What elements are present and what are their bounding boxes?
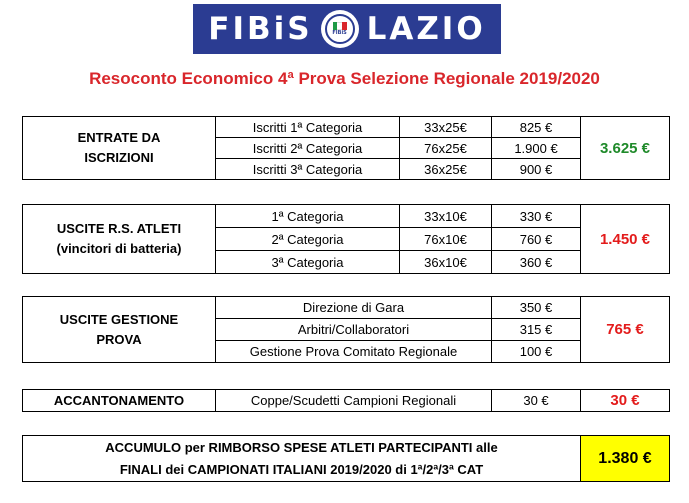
- accantonamento-amount: 30 €: [492, 390, 581, 412]
- uscite-atleti-label: [23, 205, 216, 274]
- row-desc: Iscritti 3ª Categoria: [216, 159, 400, 180]
- row-amount: 360 €: [492, 251, 581, 274]
- entrate-label-line2: ISCRIZIONI: [84, 150, 154, 165]
- accantonamento-table: [22, 389, 670, 412]
- row-calc: 76x10€: [400, 228, 492, 251]
- row-desc: 1ª Categoria: [216, 205, 400, 228]
- table-row: [23, 297, 670, 319]
- page-title: Resoconto Economico 4ª Prova Selezione Regionale 2019/2020: [89, 69, 600, 88]
- row-calc: 36x25€: [400, 159, 492, 180]
- table-row: [23, 390, 670, 412]
- logo-text-left: FIBiS: [208, 11, 313, 47]
- accantonamento-desc: Coppe/Scudetti Campioni Regionali: [216, 390, 492, 412]
- accumulo-line1: ACCUMULO per RIMBORSO SPESE ATLETI PARTECIPANTI alle: [105, 439, 498, 455]
- table-row: [23, 117, 670, 138]
- logo-text-right: LAZIO: [366, 11, 486, 47]
- row-desc: 2ª Categoria: [216, 228, 400, 251]
- entrate-table: [22, 116, 670, 180]
- fibis-lazio-logo: [193, 4, 501, 54]
- entrate-label-line1: ENTRATE DA: [77, 130, 161, 145]
- row-amount: 315 €: [492, 319, 581, 341]
- uscite-atleti-label-line2: (vincitori di batteria): [56, 241, 182, 256]
- emblem-ring: [325, 14, 355, 44]
- entrate-total: 3.625 €: [581, 117, 670, 180]
- row-desc: Arbitri/Collaboratori: [216, 319, 492, 341]
- uscite-gestione-table: [22, 296, 670, 363]
- row-amount: 825 €: [492, 117, 581, 138]
- entrate-label: [23, 117, 216, 180]
- accantonamento-label: ACCANTONAMENTO: [23, 390, 216, 412]
- row-desc: Gestione Prova Comitato Regionale: [216, 341, 492, 363]
- row-calc: 36x10€: [400, 251, 492, 274]
- row-desc: Direzione di Gara: [216, 297, 492, 319]
- row-amount: 330 €: [492, 205, 581, 228]
- row-desc: 3ª Categoria: [216, 251, 400, 274]
- uscite-atleti-label-line1: USCITE R.S. ATLETI: [56, 221, 182, 236]
- accumulo-total: 1.380 €: [581, 436, 670, 482]
- emblem-text: FIBiS: [332, 30, 347, 36]
- row-amount: 900 €: [492, 159, 581, 180]
- row-calc: 33x25€: [400, 117, 492, 138]
- row-calc: 76x25€: [400, 138, 492, 159]
- uscite-gestione-label-line1: USCITE GESTIONE: [59, 311, 179, 327]
- accumulo-line2: FINALI dei CAMPIONATI ITALIANI 2019/2020 di 1ª/2ª/3ª CAT: [119, 461, 484, 477]
- uscite-gestione-label-line2: PROVA: [96, 331, 142, 347]
- row-amount: 760 €: [492, 228, 581, 251]
- accumulo-label: [23, 436, 581, 482]
- row-amount: 100 €: [492, 341, 581, 363]
- italian-flag-icon: [333, 22, 347, 30]
- uscite-atleti-total: 1.450 €: [581, 205, 670, 274]
- row-amount: 350 €: [492, 297, 581, 319]
- row-amount: 1.900 €: [492, 138, 581, 159]
- row-calc: 33x10€: [400, 205, 492, 228]
- table-row: [23, 205, 670, 228]
- table-row: [23, 436, 670, 482]
- accantonamento-total: 30 €: [581, 390, 670, 412]
- uscite-atleti-table: [22, 204, 670, 274]
- fibis-emblem-icon: [321, 10, 359, 48]
- accumulo-table: [22, 435, 670, 482]
- row-desc: Iscritti 1ª Categoria: [216, 117, 400, 138]
- uscite-gestione-total: 765 €: [581, 297, 670, 363]
- row-desc: Iscritti 2ª Categoria: [216, 138, 400, 159]
- uscite-gestione-label: [23, 297, 216, 363]
